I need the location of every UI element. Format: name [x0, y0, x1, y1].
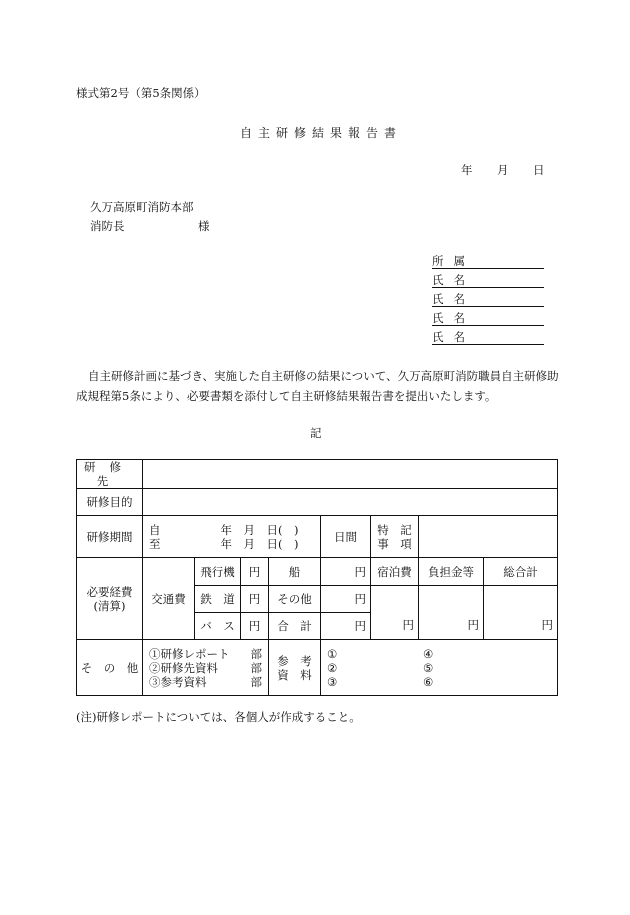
- reference-materials-label: [269, 640, 321, 696]
- signature-label: 氏名: [432, 330, 475, 344]
- bus-label: バ ス: [195, 613, 241, 640]
- expenses-label-top: 必要経費: [86, 584, 133, 599]
- doc-reference-label: ③参考資料: [149, 674, 207, 689]
- bus-yen[interactable]: 円: [241, 613, 269, 640]
- doc-unit: 部: [250, 660, 262, 675]
- lodging-label: 宿泊費: [371, 558, 419, 586]
- special-notes-label: [371, 516, 419, 558]
- signature-label: 氏名: [432, 311, 475, 325]
- transport-label: 交通費: [143, 558, 195, 640]
- period-to-label: 至: [149, 536, 161, 551]
- signature-line-name[interactable]: [432, 310, 544, 326]
- period-from-date: 年 月 日( ): [220, 522, 299, 537]
- addressee-honorific: 様: [198, 219, 210, 233]
- burden-yen[interactable]: 円: [419, 586, 484, 640]
- ship-yen[interactable]: 円: [321, 558, 371, 586]
- reference-materials-field[interactable]: [321, 640, 558, 696]
- date-day-label: 日: [533, 163, 545, 177]
- other-transport-label: その他: [269, 586, 321, 613]
- ship-label: 船: [269, 558, 321, 586]
- doc-unit: 部: [250, 674, 262, 689]
- addressee-org: 久万高原町消防本部: [90, 200, 194, 214]
- total-yen[interactable]: 円: [321, 613, 371, 640]
- ref-item: ①: [327, 646, 338, 661]
- signature-label: 所属: [432, 254, 475, 268]
- signature-line-name[interactable]: [432, 291, 544, 307]
- reference-label-bottom: 資 料: [277, 667, 312, 682]
- reference-label-top: 参 考: [277, 653, 312, 668]
- date-month-label: 月: [497, 163, 509, 177]
- airplane-label: 飛行機: [195, 558, 241, 586]
- period-days-label: 日間: [321, 516, 371, 558]
- ref-item: ②: [327, 660, 338, 675]
- signature-line-name[interactable]: [432, 329, 544, 345]
- total-label: 合 計: [269, 613, 321, 640]
- expenses-label: [77, 558, 143, 640]
- signature-line-affiliation[interactable]: [432, 253, 544, 269]
- doc-report-label: ①研修レポート: [149, 646, 230, 661]
- body-paragraph: 自主研修計画に基づき、実施した自主研修の結果について、久万高原町消防職員自主研修助成規程第5条により、必要書類を添付して自主研修結果報告書を提出いたします。: [76, 369, 559, 403]
- ref-item: ④: [423, 646, 434, 661]
- destination-field[interactable]: [143, 460, 558, 489]
- expenses-label-bottom: (清算): [93, 598, 126, 613]
- signature-line-name[interactable]: [432, 272, 544, 288]
- grand-total-yen[interactable]: 円: [484, 586, 558, 640]
- period-label: 研修期間: [77, 516, 143, 558]
- burden-label: 負担金等: [419, 558, 484, 586]
- other-transport-yen[interactable]: 円: [321, 586, 371, 613]
- purpose-label: 研修目的: [77, 489, 143, 516]
- railway-label: 鉄 道: [195, 586, 241, 613]
- ref-item: ⑥: [423, 674, 434, 689]
- doc-destination-label: ②研修先資料: [149, 660, 218, 675]
- date-year-label: 年: [461, 163, 473, 177]
- special-notes-label-top: 特 記: [377, 522, 412, 537]
- special-notes-label-bottom: 事 項: [377, 536, 412, 551]
- purpose-field[interactable]: [143, 489, 558, 516]
- period-to-date: 年 月 日( ): [220, 536, 299, 551]
- ref-item: ⑤: [423, 660, 434, 675]
- destination-label: 研修先: [77, 460, 143, 489]
- grand-total-label: 総合計: [484, 558, 558, 586]
- signature-label: 氏名: [432, 292, 475, 306]
- railway-yen[interactable]: 円: [241, 586, 269, 613]
- ki-heading: 記: [310, 426, 322, 440]
- doc-unit: 部: [250, 646, 262, 661]
- period-from-label: 自: [149, 522, 161, 537]
- special-notes-field[interactable]: [419, 516, 558, 558]
- airplane-yen[interactable]: 円: [241, 558, 269, 586]
- form-number: 様式第2号（第5条関係）: [76, 86, 206, 100]
- signature-label: 氏名: [432, 273, 475, 287]
- report-table: [76, 459, 558, 696]
- ref-item: ③: [327, 674, 338, 689]
- period-dates-field[interactable]: [143, 516, 321, 558]
- lodging-yen[interactable]: 円: [371, 586, 419, 640]
- addressee-chief: 消防長: [90, 219, 125, 233]
- document-title: 自主研修結果報告書: [240, 126, 403, 140]
- attached-docs-field[interactable]: [143, 640, 269, 696]
- footnote: (注)研修レポートについては、各個人が作成すること。: [76, 710, 361, 724]
- other-label: そ の 他: [77, 640, 143, 696]
